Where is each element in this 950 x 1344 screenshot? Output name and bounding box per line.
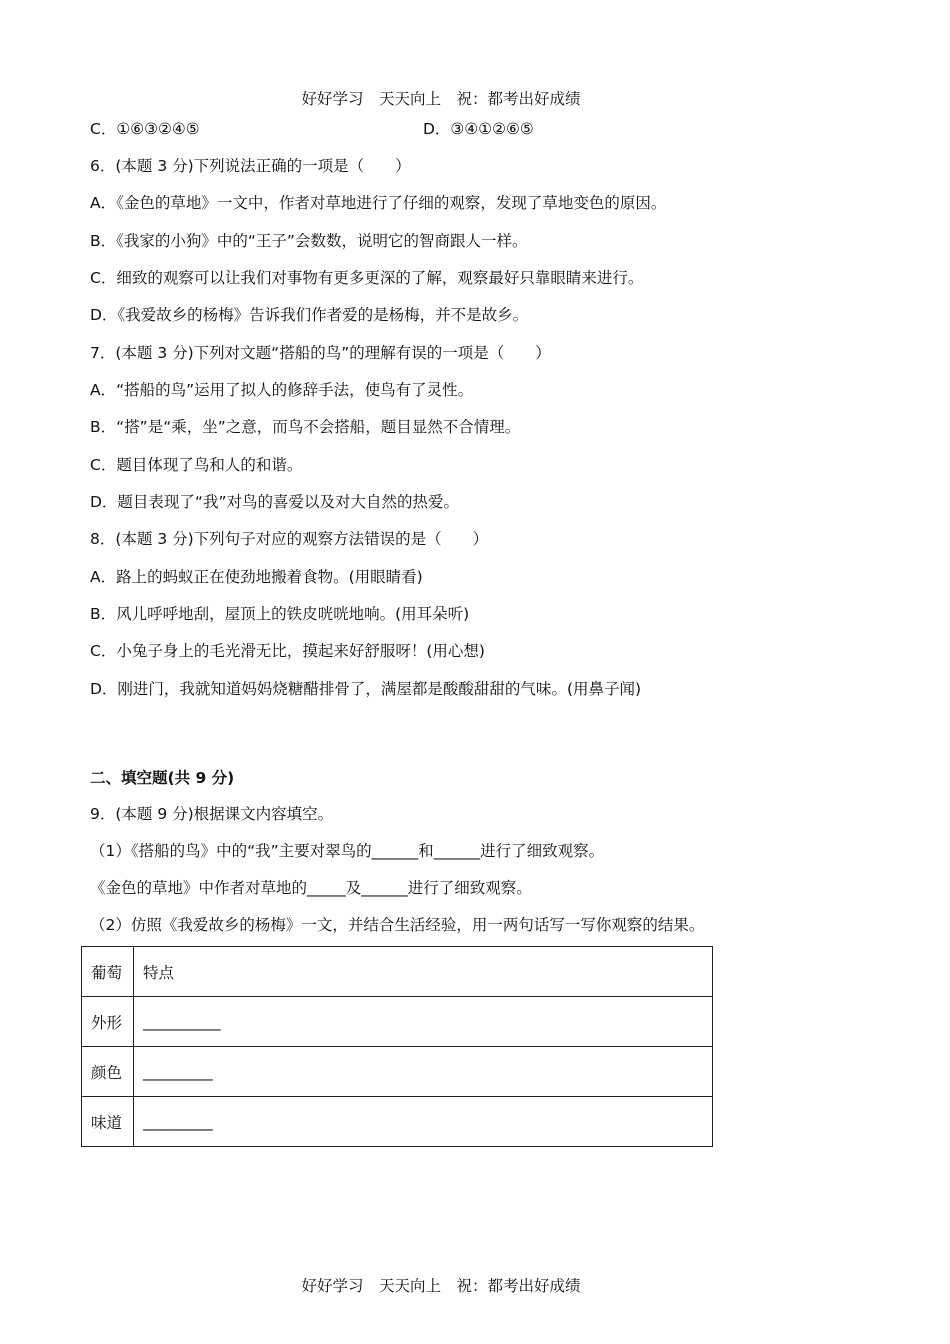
q6-option-a: A．《金色的草地》一文中，作者对草地进行了仔细的观察，发现了草地变色的原因。: [90, 194, 667, 212]
row-label: 颜色: [82, 1047, 134, 1097]
q8-option-c: C．小兔子身上的毛光滑无比，摸起来好舒服呀！(用心想): [90, 642, 485, 660]
q8-stem: 8．(本题 3 分)下列句子对应的观察方法错误的是（ ）: [90, 530, 489, 548]
table-row: [82, 1047, 713, 1097]
q7-option-a: A．“搭船的鸟”运用了拟人的修辞手法，使鸟有了灵性。: [90, 381, 474, 399]
answer-blank[interactable]: [134, 997, 713, 1047]
q9-part1: （1）《搭船的鸟》中的“我”主要对翠鸟的______和______进行了细致观察。: [90, 842, 605, 860]
q8-option-b: B．风儿呼呼地刮，屋顶上的铁皮咣咣地响。(用耳朵听): [90, 605, 470, 623]
q6-option-c: C．细致的观察可以让我们对事物有更多更深的了解，观察最好只靠眼睛来进行。: [90, 269, 644, 287]
section-2-title: 二、填空题(共 9 分): [90, 769, 235, 787]
q7-stem: 7．(本题 3 分)下列对文题“搭船的鸟”的理解有误的一项是（ ）: [90, 344, 551, 362]
q6-option-d: D．《我爱故乡的杨梅》告诉我们作者爱的是杨梅，并不是故乡。: [90, 306, 529, 324]
blank-line: _________: [143, 1112, 213, 1131]
answer-blank[interactable]: [134, 1097, 713, 1147]
grape-features-table: [81, 946, 713, 1147]
row-label: 外形: [82, 997, 134, 1047]
table-row: [82, 997, 713, 1047]
q7-option-c: C．题目体现了鸟和人的和谐。: [90, 456, 303, 474]
table-header-cell: 葡萄: [82, 947, 134, 997]
table-row: [82, 1097, 713, 1147]
q6-stem: 6．(本题 3 分)下列说法正确的一项是（ ）: [90, 157, 411, 175]
answer-blank[interactable]: [134, 1047, 713, 1097]
q6-option-b: B．《我家的小狗》中的“王子”会数数，说明它的智商跟人一样。: [90, 232, 528, 250]
q9-stem: 9．(本题 9 分)根据课文内容填空。: [90, 805, 334, 823]
blank-line: __________: [143, 1012, 221, 1031]
blank-line: _________: [143, 1062, 213, 1081]
q7-option-b: B．“搭”是“乘，坐”之意，而鸟不会搭船，题目显然不合情理。: [90, 418, 521, 436]
table-header-row: [82, 947, 713, 997]
row-label: 味道: [82, 1097, 134, 1147]
q5-option-c: C．①⑥③②④⑤: [90, 120, 200, 138]
page-footer: 好好学习 天天向上 祝：都考出好成绩: [301, 1277, 581, 1295]
q7-option-d: D．题目表现了“我”对鸟的喜爱以及对大自然的热爱。: [90, 493, 459, 511]
q5-option-d: D．③④①②⑥⑤: [423, 120, 534, 138]
q9-part2: （2）仿照《我爱故乡的杨梅》一文，并结合生活经验，用一两句话写一写你观察的结果。: [90, 916, 705, 934]
q8-option-a: A．路上的蚂蚁正在使劲地搬着食物。(用眼睛看): [90, 568, 423, 586]
table-header-cell: 特点: [134, 947, 713, 997]
q9-part1-continued: 《金色的草地》中作者对草地的_____及______进行了细致观察。: [90, 879, 532, 897]
page-header: 好好学习 天天向上 祝：都考出好成绩: [301, 90, 581, 108]
q8-option-d: D．刚进门，我就知道妈妈烧糖醋排骨了，满屋都是酸酸甜甜的气味。(用鼻子闻): [90, 680, 642, 698]
